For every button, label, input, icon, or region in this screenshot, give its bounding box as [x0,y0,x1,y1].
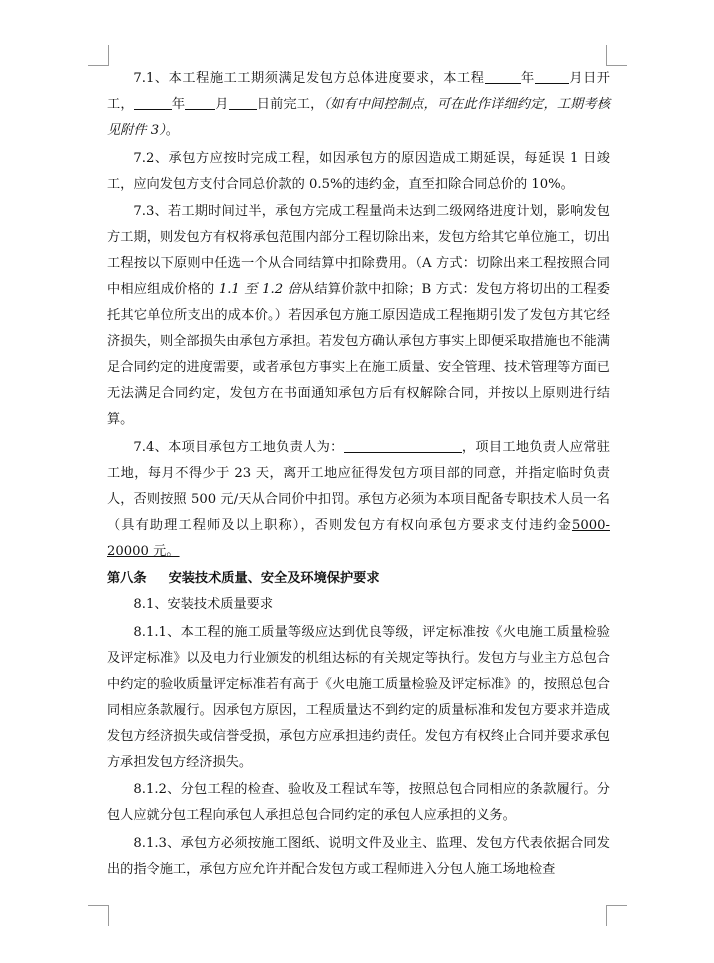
blank-start-month [535,68,569,84]
crop-mark-bottom-left [88,905,109,926]
clause-8-1-2: 8.1.2、分包工程的检查、验收及工程试车等，按照总包合同相应的条款履行。分包人应就分包工程向承包人承担总包合同约定的承包人应承担的义务。 [107,782,610,823]
clause-8-1: 8.1、安装技术质量要求 [133,597,274,612]
clause-7-2: 7.2、承包方应按时完成工程，如因承包方的原因造成工期延误，每延误 1 日竣工，应向发包方支付合同总价款的 0.5%的违约金，直至扣除合同总价的 10%。 [107,150,610,192]
crop-mark-bottom-right [606,905,627,926]
clause-7-1-note: （如有中间控制点，可在此作详细约定，工期考核见附件 3） [107,97,611,138]
clause-8-1-1: 8.1.1、本工程的施工质量等级应达到优良等级，评定标准按《火电施工质量检验及评定标准》以及电力行业颁发的机组达标的有关规定等执行。发包方与业主方总包合中约定的验收质量评定标准若有高于《火电施工质量检验及评定标准》的，按照总包合同相应条款履行。因承包方原因，工程质量达不到约定的质量标准和发包方要求并造成发包方经济损失或信誉受损，承包方应承担违约责任。发包方有权终止合同并要求承包方承担发包方经济损失。 [107,624,610,770]
blank-start-year [485,68,521,84]
clause-7-3-ratio: 1.1 至 1.2 倍 [214,282,301,297]
document-body[interactable] [107,66,610,884]
clause-7-4: 7.4、本项目承包方工地负责人为： ，项目工地负责人应常驻工地，每月不得少于 23 天，离开工地应征得发包方项目部的同意，并指定临时负责人，否则按照 500 元/天从合同价中扣罚。承包方必须为本项目配备专职技术人员一名（具有助理工程师及以上职称），否则发包方有权向承包方要求支付违约金5000-20000 元。 [107,435,610,565]
article-8-heading [107,566,610,592]
article-number: 第八条 [107,571,147,586]
crop-mark-top-right [606,45,627,66]
blank-end-month [185,94,215,110]
blank-site-manager [344,437,462,453]
blank-end-day [229,94,257,110]
clause-7-3: 7.3、若工期时间过半，承包方完成工程量尚未达到二级网络进度计划，影响发包方工期，则发包方有权将承包范围内部分工程切除出来，发包方给其它单位施工，切出工程按以下原则中任选一个从合同结算中扣除费用。（A 方式：切除出来工程按照合同中相应组成价格的 1.1 至 1.2 倍从结算价款中扣除；B 方式：发包方将切出的工程委托其它单位所支出的成本价。）若因承包方施工原因造成工程拖期引发了发包方其它经济损失，则全部损失由承包方承担。若发包方确认承包方事实上即便采取措施也不能满足合同约定的进度需要，或者承包方事实上在施工质量、安全管理、技术管理等方面已无法满足合同约定，发包方在书面通知承包方后有权解除合同，并按以上原则进行结算。 [107,204,610,427]
blank-end-year [134,94,172,110]
article-title: 安装技术质量、安全及环境保护要求 [168,571,380,586]
penalty-amount: 5000-20000 元。 [107,517,610,559]
crop-mark-top-left [88,45,109,66]
clause-8-1-3: 8.1.3、承包方必须按施工图纸、说明文件及业主、监理、发包方代表依据合同发出的指令施工，承包方应允许并配合发包方或工程师进入分包人施工场地检查 [107,835,610,877]
clause-7-1: 7.1、本工程施工工期须满足发包方总体进度要求，本工程 年 月日开工， 年 月 日前完工，（如有中间控制点，可在此作详细约定，工期考核见附件 3）。 [107,66,610,144]
